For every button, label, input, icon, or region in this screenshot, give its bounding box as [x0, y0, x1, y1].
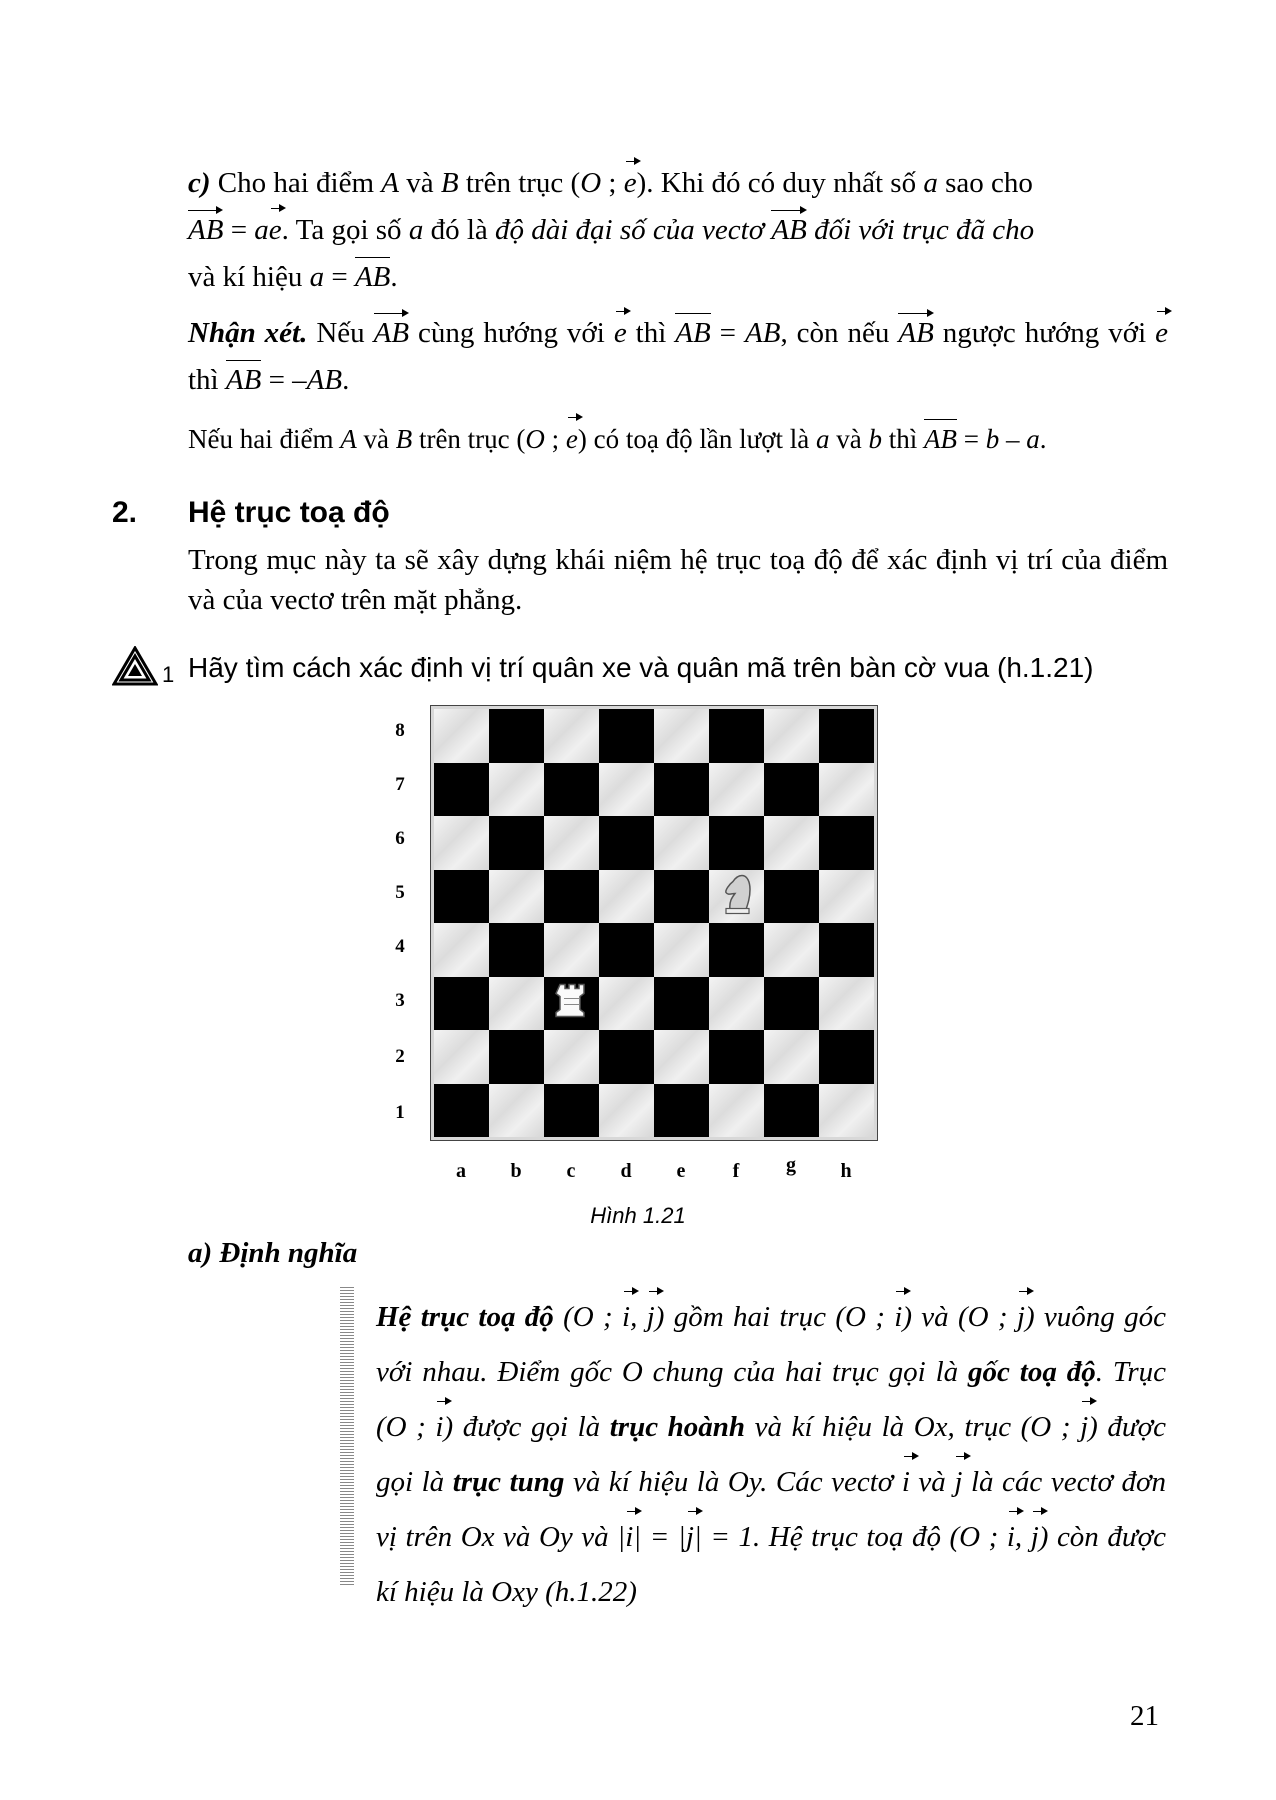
board-square-h3	[819, 977, 874, 1031]
term-algebraic-length: độ dài đại số của vectơ	[495, 214, 765, 246]
vector-i: i	[435, 1400, 443, 1455]
board-square-e3	[654, 977, 709, 1031]
file-label: d	[620, 1160, 632, 1182]
board-square-f5	[709, 870, 764, 924]
board-square-c6	[544, 816, 599, 870]
file-label: g	[786, 1154, 796, 1176]
board-square-g4	[764, 923, 819, 977]
algebraic-AB: AB	[675, 310, 710, 357]
board-square-h5	[819, 870, 874, 924]
algebraic-AB: AB	[355, 254, 390, 301]
board-square-d7	[599, 763, 654, 817]
vector-i: i	[622, 1290, 630, 1345]
vector-e: e	[624, 160, 637, 207]
rank-label: 5	[395, 882, 405, 903]
vector-AB: AB	[771, 207, 806, 254]
rank-label: 6	[395, 828, 405, 849]
board-square-a5	[434, 870, 489, 924]
rank-label: 7	[395, 774, 405, 795]
board-square-h1	[819, 1084, 874, 1138]
vector-i: i	[902, 1455, 910, 1510]
board-square-f7	[709, 763, 764, 817]
vector-j: j	[1031, 1510, 1039, 1565]
algebraic-AB: AB	[924, 416, 957, 463]
term-coordinate-system: Hệ trục toạ độ	[376, 1301, 554, 1333]
vector-i: i	[1007, 1510, 1015, 1565]
board-square-a7	[434, 763, 489, 817]
vector-e: e	[614, 310, 627, 357]
board-square-h7	[819, 763, 874, 817]
vector-j: j	[686, 1510, 694, 1565]
board-square-a4	[434, 923, 489, 977]
file-label: c	[566, 1160, 576, 1182]
board-square-a1	[434, 1084, 489, 1138]
board-square-e4	[654, 923, 709, 977]
board-square-e8	[654, 709, 709, 763]
figure-caption: Hình 1.21	[590, 1203, 686, 1228]
board-square-g6	[764, 816, 819, 870]
board-square-b8	[489, 709, 544, 763]
remark-paragraph: Nhận xét. Nếu AB cùng hướng với e thì AB = AB, còn nếu AB ngược hướng với e thì AB = –AB.	[188, 310, 1168, 404]
board-square-d2	[599, 1030, 654, 1084]
board-square-g5	[764, 870, 819, 924]
board-square-f8	[709, 709, 764, 763]
part-c-paragraph: c) Cho hai điểm A và B trên trục (O ; e). Khi đó có duy nhất số a sao cho AB = ae. Ta gọi số a đó là độ dài đại số của vectơ AB đối với trục đã cho và kí hiệu a = AB.	[188, 160, 1168, 301]
board-square-h8	[819, 709, 874, 763]
vector-j: j	[647, 1290, 655, 1345]
definition-heading: a) Định nghĩa	[188, 1237, 358, 1269]
vector-AB: AB	[188, 207, 223, 254]
board-square-c7	[544, 763, 599, 817]
file-label: e	[676, 1160, 686, 1182]
board-square-d6	[599, 816, 654, 870]
board-square-a2	[434, 1030, 489, 1084]
board-square-a8	[434, 709, 489, 763]
term-ordinate-axis: trục tung	[452, 1466, 565, 1498]
board-square-f1	[709, 1084, 764, 1138]
board-square-c3	[544, 977, 599, 1031]
board-square-g1	[764, 1084, 819, 1138]
term-abscissa-axis: trục hoành	[609, 1411, 746, 1443]
file-label: f	[732, 1160, 740, 1182]
board-square-d4	[599, 923, 654, 977]
board-square-h2	[819, 1030, 874, 1084]
activity-triangle-icon	[112, 646, 158, 686]
board-square-g8	[764, 709, 819, 763]
definition-margin-bar	[340, 1285, 354, 1585]
board-square-f4	[709, 923, 764, 977]
rank-label: 1	[395, 1102, 405, 1123]
file-label: h	[840, 1160, 852, 1182]
vector-e: e	[1155, 310, 1168, 357]
vector-j: j	[1080, 1400, 1088, 1455]
activity-number: 1	[162, 662, 175, 687]
board-square-b4	[489, 923, 544, 977]
board-square-e1	[654, 1084, 709, 1138]
file-labels	[434, 1154, 874, 1190]
board-square-g2	[764, 1030, 819, 1084]
coordinates-paragraph: Nếu hai điểm A và B trên trục (O ; e) có toạ độ lần lượt là a và b thì AB = b – a.	[188, 416, 1168, 463]
board-square-d1	[599, 1084, 654, 1138]
board-square-b5	[489, 870, 544, 924]
board-square-c4	[544, 923, 599, 977]
file-label: b	[510, 1160, 522, 1182]
board-square-f3	[709, 977, 764, 1031]
vector-e: e	[269, 207, 282, 254]
board-square-g7	[764, 763, 819, 817]
board-square-f2	[709, 1030, 764, 1084]
board-square-d5	[599, 870, 654, 924]
rank-label: 8	[395, 720, 405, 741]
page-number: 21	[1130, 1700, 1159, 1732]
vector-AB: AB	[374, 310, 409, 357]
definition-box: Hệ trục toạ độ (O ; i, j) gồm hai trục (O ; i) và (O ; j) vuông góc với nhau. Điểm gốc O chung của hai trục gọi là gốc toạ độ. Trục (O ; i) được gọi là trục hoành và kí hiệu là Ox, trục (O ; j) được gọi là trục tung và kí hiệu là Oy. Các vectơ i và j là các vectơ đơn vị trên Ox và Oy và |i| = |j| = 1. Hệ trục toạ độ (O ; i, j) còn được kí hiệu là Oxy (h.1.22)	[376, 1290, 1166, 1620]
rank-label: 2	[395, 1046, 405, 1067]
board-square-d3	[599, 977, 654, 1031]
board-square-e7	[654, 763, 709, 817]
board-square-b2	[489, 1030, 544, 1084]
board-square-b6	[489, 816, 544, 870]
rank-labels	[385, 710, 415, 1140]
board-square-e6	[654, 816, 709, 870]
board-square-b3	[489, 977, 544, 1031]
term-origin: gốc toạ độ	[968, 1356, 1096, 1388]
section-intro: Trong mục này ta sẽ xây dựng khái niệm hệ trục toạ độ để xác định vị trí của điểm và của vectơ trên mặt phẳng.	[188, 544, 1168, 616]
board-square-c5	[544, 870, 599, 924]
section-title: Hệ trục toạ độ	[188, 496, 390, 529]
board-square-c2	[544, 1030, 599, 1084]
board-square-c8	[544, 709, 599, 763]
board-square-c1	[544, 1084, 599, 1138]
board-square-g3	[764, 977, 819, 1031]
rank-label: 3	[395, 990, 405, 1011]
board-square-e5	[654, 870, 709, 924]
board-square-b7	[489, 763, 544, 817]
board-square-h6	[819, 816, 874, 870]
rank-label: 4	[395, 936, 405, 957]
vector-i: i	[894, 1290, 902, 1345]
chess-board-figure	[430, 705, 880, 1143]
rook-icon	[555, 981, 589, 1026]
activity-text: Hãy tìm cách xác định vị trí quân xe và quân mã trên bàn cờ vua (h.1.21)	[188, 652, 1094, 683]
part-c-label: c)	[188, 167, 211, 199]
chess-board	[430, 705, 878, 1141]
board-square-b1	[489, 1084, 544, 1138]
board-square-a6	[434, 816, 489, 870]
vector-j: j	[1017, 1290, 1025, 1345]
board-square-e2	[654, 1030, 709, 1084]
vector-j: j	[954, 1455, 962, 1510]
knight-icon	[721, 872, 753, 921]
board-square-a3	[434, 977, 489, 1031]
section-number: 2.	[112, 496, 138, 529]
algebraic-AB: AB	[226, 357, 261, 404]
board-square-h4	[819, 923, 874, 977]
remark-label: Nhận xét.	[188, 317, 308, 349]
vector-AB: AB	[898, 310, 933, 357]
board-square-f6	[709, 816, 764, 870]
board-square-d8	[599, 709, 654, 763]
vector-i: i	[625, 1510, 633, 1565]
vector-e: e	[566, 416, 578, 463]
file-label: a	[456, 1160, 466, 1182]
